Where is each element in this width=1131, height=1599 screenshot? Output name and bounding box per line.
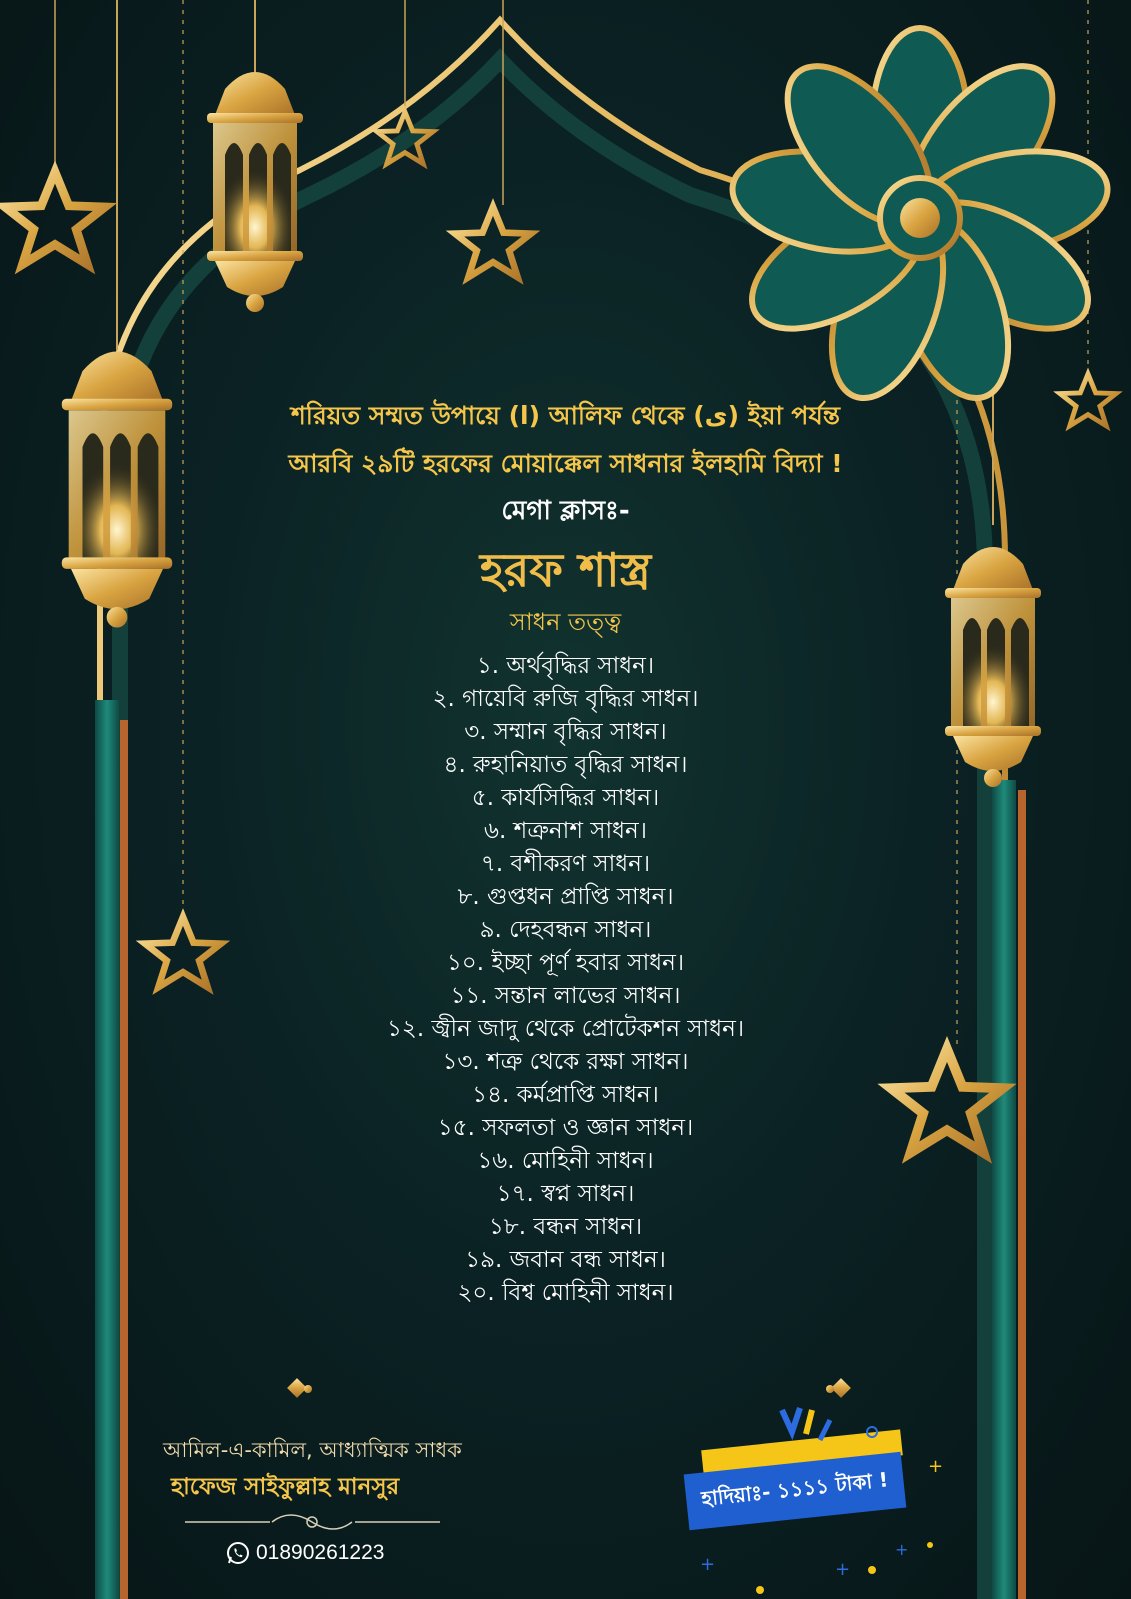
teacher-role: আমিল-এ-কামিল, আধ্যাত্মিক সাধক — [163, 1438, 462, 1462]
list-item: ৩. সম্মান বৃদ্ধির সাধন। — [464, 719, 667, 745]
list-item: ৮. গুপ্তধন প্রাপ্তি সাধন। — [457, 884, 674, 910]
intro-line-2: আরবি ২৯টি হরফের মোয়াক্কেল সাধনার ইলহামি বিদ্যা ! — [288, 449, 843, 478]
fee-text: হাদিয়াঃ- ১১১১ টাকা ! — [700, 1466, 890, 1511]
class-label: মেগা ক্লাসঃ- — [501, 496, 630, 526]
flower-ornament-icon — [725, 28, 1116, 413]
topic-list — [0, 650, 1131, 1310]
svg-text:+: + — [928, 1456, 944, 1477]
svg-text:+: + — [835, 1559, 851, 1580]
list-item: ৫. কার্যসিদ্ধির সাধন। — [471, 785, 660, 811]
list-item: ২০. বিশ্ব মোহিনী সাধন। — [457, 1280, 674, 1306]
list-item: ১৩. শত্রু থেকে রক্ষা সাধন। — [442, 1049, 689, 1075]
list-item: ১৭. স্বপ্ন সাধন। — [496, 1181, 635, 1207]
list-item: ১২. জ্বীন জাদু থেকে প্রোটেকশন সাধন। — [386, 1016, 745, 1042]
list-item: ১৪. কর্মপ্রাপ্তি সাধন। — [472, 1082, 659, 1108]
list-item: ৬. শত্রুনাশ সাধন। — [484, 818, 647, 844]
list-item: ১৮. বন্ধন সাধন। — [488, 1214, 643, 1240]
svg-text:+: + — [700, 1554, 716, 1575]
list-item: ৯. দেহবন্ধন সাধন। — [479, 917, 652, 943]
list-item: ৭. বশীকরণ সাধন। — [480, 851, 651, 877]
teacher-name: হাফেজ সাইফুল্লাহ মানসুর — [171, 1474, 400, 1500]
phone-number[interactable]: 01890261223 — [256, 1541, 385, 1564]
list-item: ১১. সন্তান লাভের সাধন। — [450, 983, 681, 1009]
list-item: ১০. ইচ্ছা পূর্ণ হবার সাধন। — [446, 950, 685, 976]
list-item: ৪. রুহানিয়াত বৃদ্ধির সাধন। — [443, 752, 688, 778]
list-item: ১৬. মোহিনী সাধন। — [477, 1148, 654, 1174]
whatsapp-icon — [226, 1541, 250, 1565]
page-title: হরফ শাস্ত্র — [479, 543, 652, 597]
intro-line-1: শরিয়ত সম্মত উপায়ে (ا) আলিফ থেকে (ى) ইয়া পর্যন্ত — [291, 401, 840, 430]
phone-contact[interactable] — [226, 1541, 384, 1565]
svg-text:+: + — [720, 1444, 736, 1465]
svg-text:+: + — [895, 1540, 909, 1559]
page-subtitle: সাধন তত্ত্ব — [509, 608, 622, 636]
list-item: ১৯. জবান বন্ধ সাধন। — [465, 1247, 666, 1273]
list-item: ১৫. সফলতা ও জ্ঞান সাধন। — [437, 1115, 694, 1141]
list-item: ২. গায়েবি রুজি বৃদ্ধির সাধন। — [432, 686, 699, 712]
list-item: ১. অর্থবৃদ্ধির সাধন। — [476, 653, 655, 679]
